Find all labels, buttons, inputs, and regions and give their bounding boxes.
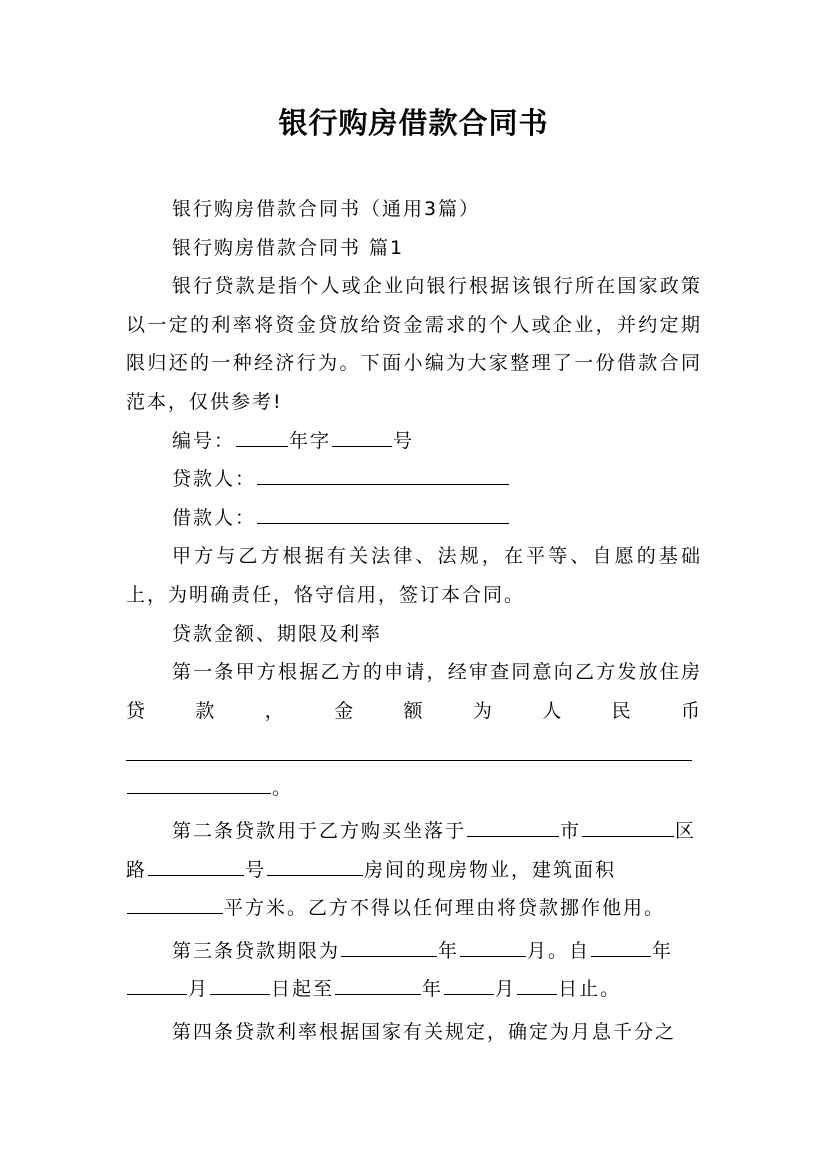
basis-paragraph: 甲方与乙方根据有关法律、法规，在平等、自愿的基础上，为明确责任，恪守信用，签订本合同。 (126, 545, 702, 606)
article3-blank-end-day (517, 974, 557, 995)
lender-label: 贷款人： (172, 468, 257, 491)
article3-blank-start-year (591, 936, 651, 957)
borrower-blank (257, 503, 509, 524)
document-title: 银行购房借款合同书 (278, 106, 549, 140)
article3-year: 年 (438, 939, 460, 962)
number-year-text: 年字 (289, 429, 332, 452)
article3-blank-end-month (444, 974, 494, 995)
article2-city: 市 (560, 819, 582, 842)
borrower-line (126, 499, 702, 538)
article1-amount-blank-2 (127, 773, 271, 794)
article3-y2: 年 (652, 939, 674, 962)
article3-blank-start-day (210, 974, 270, 995)
lender-blank (257, 464, 509, 485)
intro-paragraph: 银行贷款是指个人或企业向银行根据该银行所在国家政策以一定的利率将资金贷放给资金需求的个人或企业，并约定期限归还的一种经济行为。下面小编为大家整理了一份借款合同范本，仅供参考! (126, 275, 702, 413)
article2-district: 区路 (126, 819, 697, 881)
article3-blank-end-year (335, 974, 421, 995)
article2-text-a: 第二条贷款用于乙方购买坐落于 (172, 819, 467, 842)
section1-heading: 贷款金额、期限及利率 (172, 622, 383, 645)
article3-end: 日止。 (558, 978, 622, 1001)
article3-m3: 月 (495, 978, 517, 1001)
article1-paragraph: 第一条甲方根据乙方的申请，经审查同意向乙方发放住房贷款，金额为人民币 (126, 661, 702, 722)
article1-amount-blank (126, 736, 692, 761)
borrower-label: 借款人： (172, 506, 257, 529)
article1-continuation (126, 769, 702, 808)
number-blank-id (332, 426, 392, 447)
article2-paragraph (126, 812, 702, 928)
article2-blank-number (267, 855, 363, 876)
number-blank-year (236, 426, 288, 447)
article4-paragraph: 第四条贷款利率根据国家有关规定，确定为月息千分之 (172, 1020, 677, 1043)
article2-blank-city (582, 816, 674, 837)
article3-from: 日起至 (271, 978, 335, 1001)
article3-text-a: 第三条贷款期限为 (172, 939, 341, 962)
section-heading: 银行购房借款合同书 篇1 (172, 236, 405, 259)
article3-blank-start-month (127, 974, 187, 995)
article2-blank-location (467, 816, 559, 837)
lender-line (126, 460, 702, 499)
number-suffix: 号 (393, 429, 415, 452)
article2-room: 房间的现房物业，建筑面积 (364, 858, 617, 881)
article3-blank-years (341, 936, 437, 957)
article3-paragraph (126, 932, 702, 1009)
article3-m2: 月 (188, 978, 210, 1001)
subtitle-line: 银行购房借款合同书（通用3篇） (172, 198, 481, 220)
article3-y3: 年 (422, 978, 444, 1001)
contract-number-line (126, 422, 702, 461)
article2-blank-road (148, 855, 244, 876)
article3-blank-months (460, 936, 526, 957)
number-label: 编号： (172, 429, 236, 452)
article2-blank-area (127, 893, 223, 914)
article2-area: 平方米。乙方不得以任何理由将贷款挪作他用。 (224, 897, 666, 920)
article2-no: 号 (245, 858, 267, 881)
document-body (126, 190, 702, 1051)
article1-end: 。 (272, 777, 294, 800)
article3-month: 月。自 (527, 939, 591, 962)
